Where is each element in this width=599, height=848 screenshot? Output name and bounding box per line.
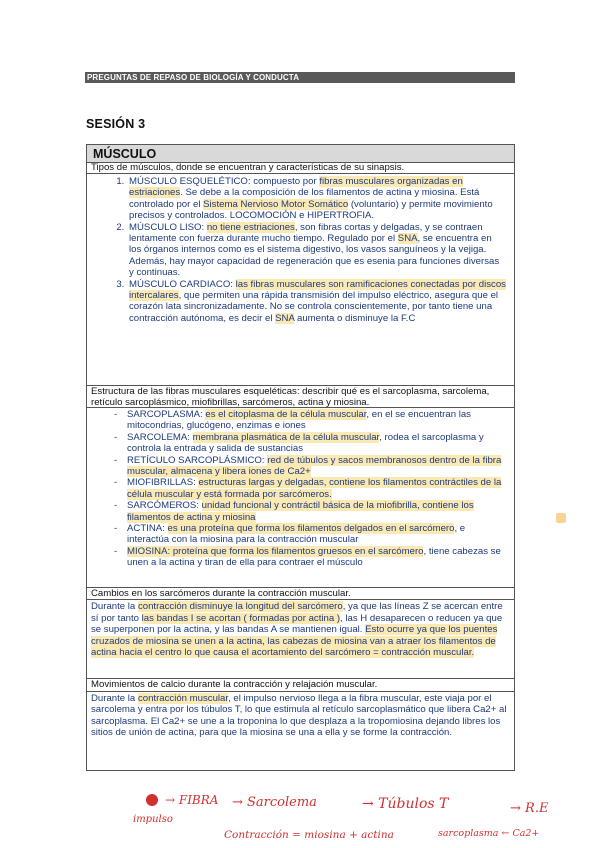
handwritten-notes	[0, 780, 599, 848]
list-item: 3. MÚSCULO CARDIACO: las fibras musculares son ramificaciones conectadas por discos intercalares, que permiten una rápida transmisión del impulso eléctrico, asegura que el corazón lata sincronizadamente. No se controla conscientemente, por tanto tiene una contracción autónoma, es decir el SNA aumenta o disminuye la F.C	[127, 279, 506, 325]
answer-paragraph: Durante la contracción disminuye la longitud del sarcómero, ya que las líneas Z se acercan entre sí por tanto las bandas I se acortan ( formadas por actina ), las H desaparecen o reducen ya que se superponen por la actina, y las bandas A se mantienen igual. Esto ocurre ya que los puentes cruzados de miosina se unen a la actina, las cabezas de miosina van a atraer los filamentos de actina hacia el centro lo que causa el acortamiento del sarcómero = contracción muscular.	[91, 601, 503, 659]
note-contraccion: Contracción = miosina + actina	[224, 829, 394, 841]
list-item: - MIOFIBRILLAS: estructuras largas y delgadas, contiene los filamentos contráctiles de la célula muscular y está formada por sarcómeros.	[127, 477, 506, 500]
answer-2	[87, 408, 514, 588]
session-title: SESIÓN 3	[86, 117, 146, 131]
highlight-mark	[556, 513, 566, 523]
note-sarcolema: → Sarcolema	[232, 795, 317, 810]
document-header: PREGUNTAS DE REPASO DE BIOLOGÍA Y CONDUCTA	[85, 72, 515, 83]
question-4: Movimientos de calcio durante la contracción y relajación muscular.	[87, 679, 514, 691]
question-3: Cambios en los sarcómeros durante la contracción muscular.	[87, 588, 514, 600]
list-item: - SARCOLEMA: membrana plasmática de la célula muscular, rodea el sarcoplasma y controla la entrada y salida de sustancias	[127, 432, 506, 455]
note-tubulos: → Túbulos T	[362, 796, 449, 812]
table-title: MÚSCULO	[87, 145, 514, 163]
question-2: Estructura de las fibras musculares esqueléticas: describir qué es el sarcoplasma, sarcolema, retículo sarcoplásmico, miofibrillas, sarcómeros, actina y miosina.	[87, 386, 514, 408]
note-sarcoplasma: sarcoplasma ← Ca2+	[438, 828, 540, 839]
answer-4	[87, 692, 514, 770]
review-table	[86, 144, 515, 771]
note-impulso: impulso	[133, 814, 173, 825]
question-1: Tipos de músculos, donde se encuentran y características de su sinapsis.	[87, 163, 514, 174]
note-fibra: → FIBRA	[165, 793, 219, 807]
red-dot-icon	[146, 794, 158, 806]
list-item: - ACTINA: es una proteína que forma los filamentos delgados en el sarcómero, e interactúa con la miosina para la contracción muscular	[127, 523, 506, 546]
answer-3	[87, 600, 514, 679]
list-item: - SARCÓMEROS: unidad funcional y contráctil básica de la miofibrilla, contiene los filamentos de actina y miosina	[127, 500, 506, 523]
note-re: → R.E	[510, 801, 549, 816]
answer-paragraph: Durante la contracción muscular, el impulso nervioso llega a la fibra muscular, este viaja por el sarcolema y entra por los túbulos T, lo que estimula al retículo sarcoplasmático que libera Ca2+ al sarcoplasma. El Ca2+ se une a la troponina lo que desplaza a la tropomiosina dejando libres los sitios de unión de actina, para que la miosina se una a ella y se forme la contracción.	[91, 692, 507, 739]
list-item: - SARCOPLASMA: es el citoplasma de la célula muscular, en el se encuentran las mitocondrias, glucógeno, enzimas e iones	[127, 409, 506, 432]
fiber-structure-list	[87, 408, 514, 570]
list-item: 1. MÚSCULO ESQUELÉTICO: compuesto por fibras musculares organizadas en estriaciones. Se debe a la composición de los filamentos de actina y miosina. Está controlado por el Sistema Nervioso Motor Somático (voluntario) y permite movimiento precisos y controlados. LOCOMOCIÓN e HIPERTROFIA.	[127, 176, 506, 222]
muscle-types-list	[87, 174, 514, 324]
list-item: - MIOSINA: proteína que forma los filamentos gruesos en el sarcómero, tiene cabezas se unen a la actina y tiran de ella para contraer el músculo	[127, 546, 506, 569]
answer-1	[87, 174, 514, 386]
list-item: 2. MÚSCULO LISO: no tiene estriaciones, son fibras cortas y delgadas, y se contraen lentamente con fuerza durante mucho tiempo. Regulado por el SNA, se encuentra en los órganos internos como es el sistema digestivo, los vasos sanguíneos y la vejiga. Además, hay mayor capacidad de regeneración que es esenia para funciones diversas y continuas.	[127, 222, 506, 279]
list-item: - RETÍCULO SARCOPLÁSMICO: red de túbulos y sacos membranosos dentro de la fibra muscular, almacena y libera iones de Ca2+	[127, 455, 506, 478]
